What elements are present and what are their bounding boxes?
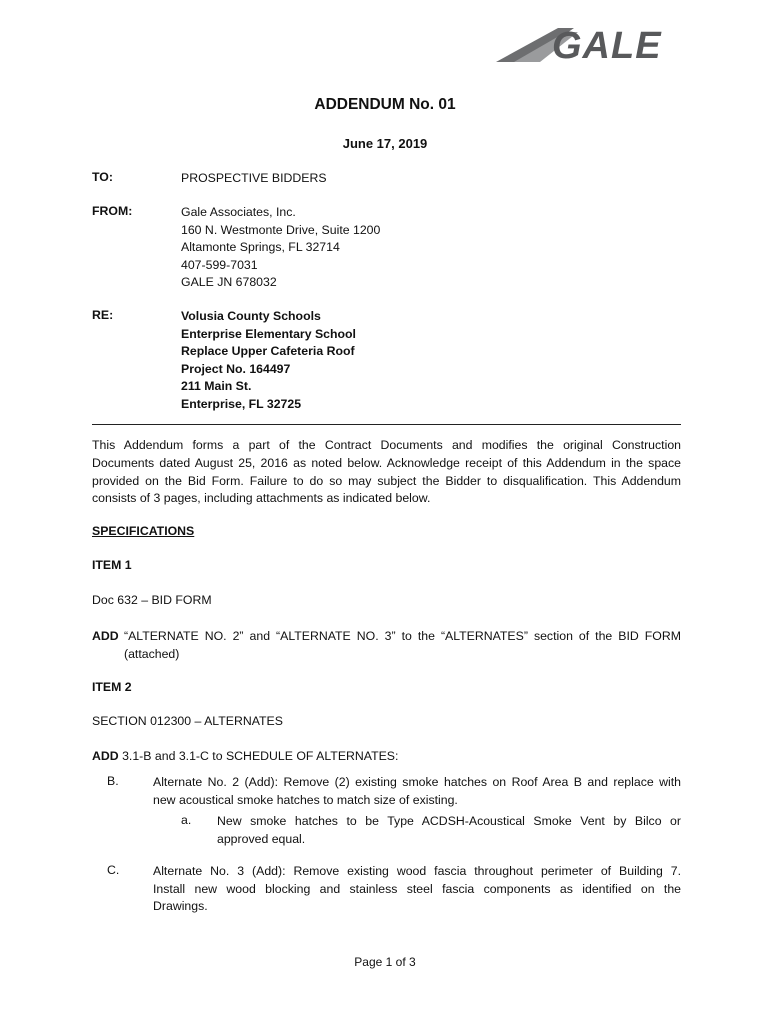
alternate-c-line: Drawings. [153, 899, 208, 913]
alternate-c-text [153, 863, 681, 916]
gale-logo-text: GALE [552, 25, 662, 66]
intro-line: Documents dated August 25, 2016 as noted below. Acknowledge receipt of this Addendum in the space [92, 455, 681, 470]
header-divider [92, 424, 681, 425]
alternate-c-line: Install new wood blocking and stainless steel fascia components as identified on the [153, 881, 681, 896]
item1-add-line: (attached) [124, 646, 180, 661]
alternate-b-sub-line: approved equal. [217, 831, 306, 846]
alternate-b-marker: B. [107, 774, 119, 788]
re-line: Enterprise, FL 32725 [181, 396, 302, 411]
from-line: Gale Associates, Inc. [181, 205, 296, 219]
item1-add-line: “ALTERNATE NO. 2” and “ALTERNATE NO. 3” to the “ALTERNATES” section of the BID FORM [124, 629, 681, 643]
re-line: 211 Main St. [181, 379, 252, 393]
re-block [181, 308, 356, 413]
re-line: Enterprise Elementary School [181, 326, 356, 341]
intro-line: provided on the Bid Form. Failure to do so may subject the Bidder to disqualification. This Addendum [92, 473, 681, 488]
item1-doc: Doc 632 – BID FORM [92, 593, 212, 607]
alternate-c-marker: C. [107, 863, 120, 877]
re-line: Volusia County Schools [181, 309, 321, 323]
gale-logo [496, 22, 706, 66]
from-line: 160 N. Westmonte Drive, Suite 1200 [181, 222, 381, 237]
from-block [181, 204, 380, 292]
from-line: Altamonte Springs, FL 32714 [181, 240, 340, 254]
item1-add [92, 628, 681, 663]
alternate-b-text [153, 774, 681, 809]
re-label: RE: [92, 308, 114, 322]
addendum-date: June 17, 2019 [342, 136, 428, 151]
alternate-c-line: Alternate No. 3 (Add): Remove existing wood fascia throughout perimeter of Building 7. [153, 864, 681, 878]
to-label: TO: [92, 170, 113, 184]
page-title: ADDENDUM No. 01 [314, 96, 456, 113]
from-line: 407-599-7031 [181, 257, 258, 272]
alternate-b-line: Alternate No. 2 (Add): Remove (2) existing smoke hatches on Roof Area B and replace with [153, 775, 681, 789]
intro-paragraph [92, 437, 681, 508]
intro-line: consists of 3 pages, including attachments as indicated below. [92, 491, 431, 506]
item2-add-text: 3.1-B and 3.1-C to SCHEDULE OF ALTERNATES: [122, 749, 399, 763]
alternate-b-sub-line: New smoke hatches to be Type ACDSH-Acoustical Smoke Vent by Bilco or [217, 814, 681, 828]
page-number: Page 1 of 3 [354, 955, 416, 969]
from-label: FROM: [92, 204, 133, 218]
item1-add-keyword: ADD [92, 629, 119, 643]
from-line: GALE JN 678032 [181, 275, 277, 289]
item2-heading: ITEM 2 [92, 680, 132, 694]
item2-section: SECTION 012300 – ALTERNATES [92, 714, 283, 728]
alternate-b-line: new acoustical smoke hatches to match size of existing. [153, 792, 458, 807]
intro-line: This Addendum forms a part of the Contract Documents and modifies the original Construction [92, 438, 681, 452]
alternate-b-sub-marker: a. [181, 813, 192, 827]
specifications-heading: SPECIFICATIONS [92, 524, 195, 538]
alternate-b-sub-text [217, 813, 681, 848]
re-line: Project No. 164497 [181, 361, 291, 376]
to-value: PROSPECTIVE BIDDERS [181, 171, 327, 185]
item2-add [92, 749, 398, 763]
item1-heading: ITEM 1 [92, 558, 132, 572]
re-line: Replace Upper Cafeteria Roof [181, 344, 355, 358]
item2-add-keyword: ADD [92, 749, 119, 763]
